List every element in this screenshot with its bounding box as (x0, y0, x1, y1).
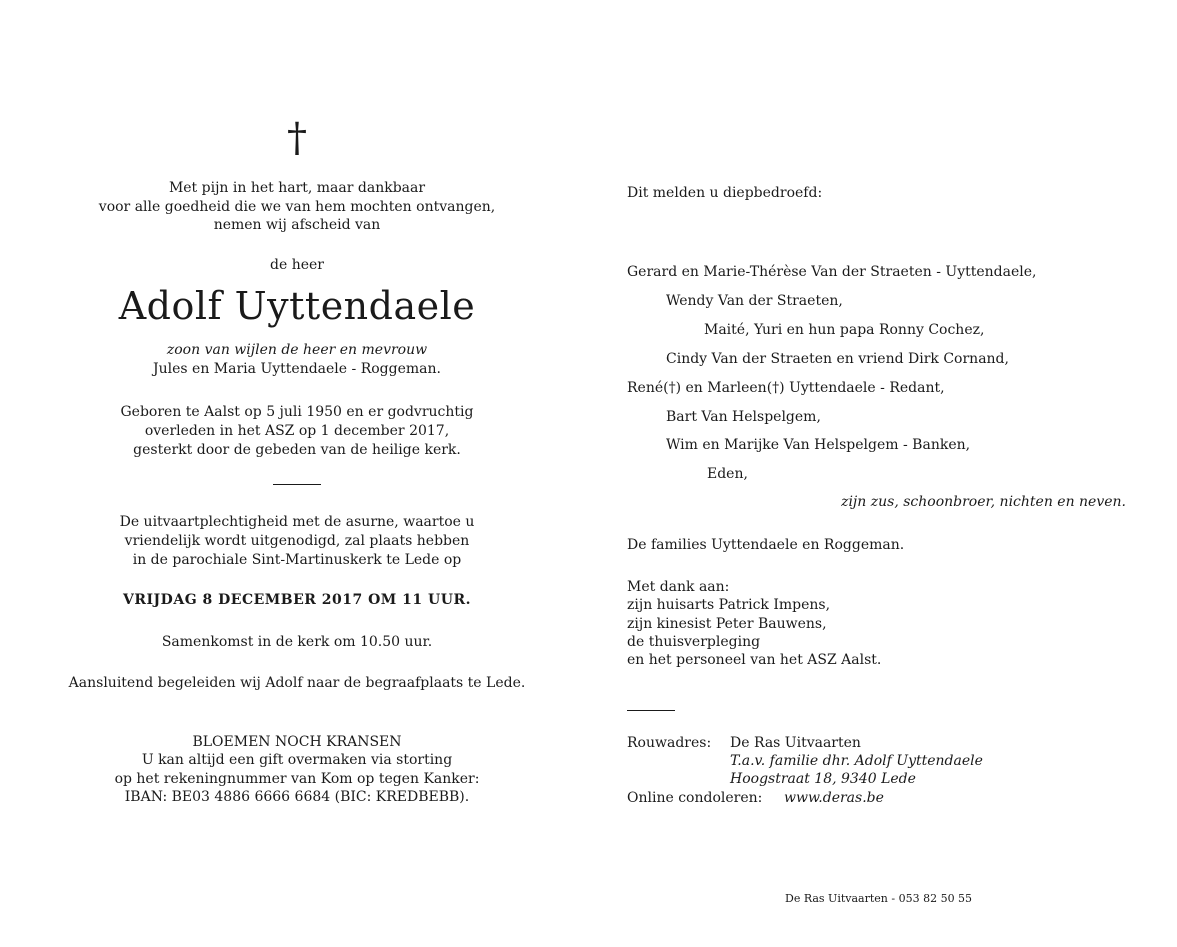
parents-line-2: Jules en Maria Uyttendaele - Roggeman. (153, 361, 441, 377)
thanks-line-2: zijn huisarts Patrick Impens, (627, 597, 831, 613)
honorific: de heer (270, 257, 324, 273)
online-url: www.deras.be (784, 790, 884, 806)
family-line-2: Wendy Van der Straeten, (666, 293, 843, 309)
family-line-7: Wim en Marijke Van Helspelgem - Banken, (666, 437, 971, 453)
meeting-time: Samenkomst in de kerk om 10.50 uur. (161, 634, 433, 650)
family-line-4: Cindy Van der Straeten en vriend Dirk Cornand, (666, 351, 1009, 367)
online-label: Online condoleren: (627, 790, 763, 806)
announcement: Dit melden u diepbedroefd: (627, 185, 823, 201)
ceremony-line-3: in de parochiale Sint-Martinuskerk te Lede op (132, 552, 462, 568)
families-line: De families Uyttendaele en Roggeman. (627, 537, 905, 553)
thanks-line-3: zijn kinesist Peter Bauwens, (627, 616, 827, 632)
intro-line-3: nemen wij afscheid van (213, 217, 381, 233)
deceased-name: Adolf Uyttendaele (118, 284, 476, 328)
family-line-6: Bart Van Helspelgem, (666, 409, 821, 425)
divider-left (40, 470, 554, 489)
burial-note: Aansluitend begeleiden wij Adolf naar de begraafplaats te Lede. (68, 675, 526, 691)
cross-icon: † (287, 115, 307, 161)
bio-line-2: overleden in het ASZ op 1 december 2017, (144, 423, 450, 439)
thanks-line-5: en het personeel van het ASZ Aalst. (627, 652, 882, 668)
thanks-heading: Met dank aan: (627, 579, 730, 595)
thanks-line-4: de thuisverpleging (627, 634, 761, 650)
flowers-heading: BLOEMEN NOCH KRANSEN (192, 734, 402, 750)
parents-line-1: zoon van wijlen de heer en mevrouw (166, 342, 428, 358)
intro-line-1: Met pijn in het hart, maar dankbaar (168, 180, 426, 196)
flowers-iban: IBAN: BE03 4886 6666 6684 (BIC: KREDBEBB). (124, 789, 470, 805)
flowers-line-2: U kan altijd een gift overmaken via storting (141, 752, 453, 768)
divider-right (627, 696, 675, 715)
family-closing: zijn zus, schoonbroer, nichten en neven. (841, 494, 1126, 510)
footer-credit: De Ras Uitvaarten - 053 82 50 55 (785, 892, 973, 905)
flowers-line-3: op het rekeningnummer van Kom op tegen Kanker: (114, 771, 480, 787)
address-label: Rouwadres: (627, 735, 712, 751)
address-line-3: Hoogstraat 18, 9340 Lede (730, 771, 916, 787)
bio-line-1: Geboren te Aalst op 5 juli 1950 en er godvruchtig (120, 404, 474, 420)
family-line-5: René(†) en Marleen(†) Uyttendaele - Redant, (627, 380, 945, 396)
address-line-2: T.a.v. familie dhr. Adolf Uyttendaele (730, 753, 983, 769)
family-line-8: Eden, (707, 466, 748, 482)
bio-line-3: gesterkt door de gebeden van de heilige kerk. (133, 442, 461, 458)
ceremony-line-1: De uitvaartplechtigheid met de asurne, waartoe u (119, 514, 475, 530)
intro-line-2: voor alle goedheid die we van hem mochten ontvangen, (98, 199, 496, 215)
ceremony-line-2: vriendelijk wordt uitgenodigd, zal plaats hebben (124, 533, 470, 549)
address-line-1: De Ras Uitvaarten (730, 735, 861, 751)
funeral-date: VRIJDAG 8 DECEMBER 2017 OM 11 UUR. (123, 592, 471, 608)
family-line-1: Gerard en Marie-Thérèse Van der Straeten - Uyttendaele, (627, 264, 1037, 280)
family-line-3: Maité, Yuri en hun papa Ronny Cochez, (704, 322, 985, 338)
